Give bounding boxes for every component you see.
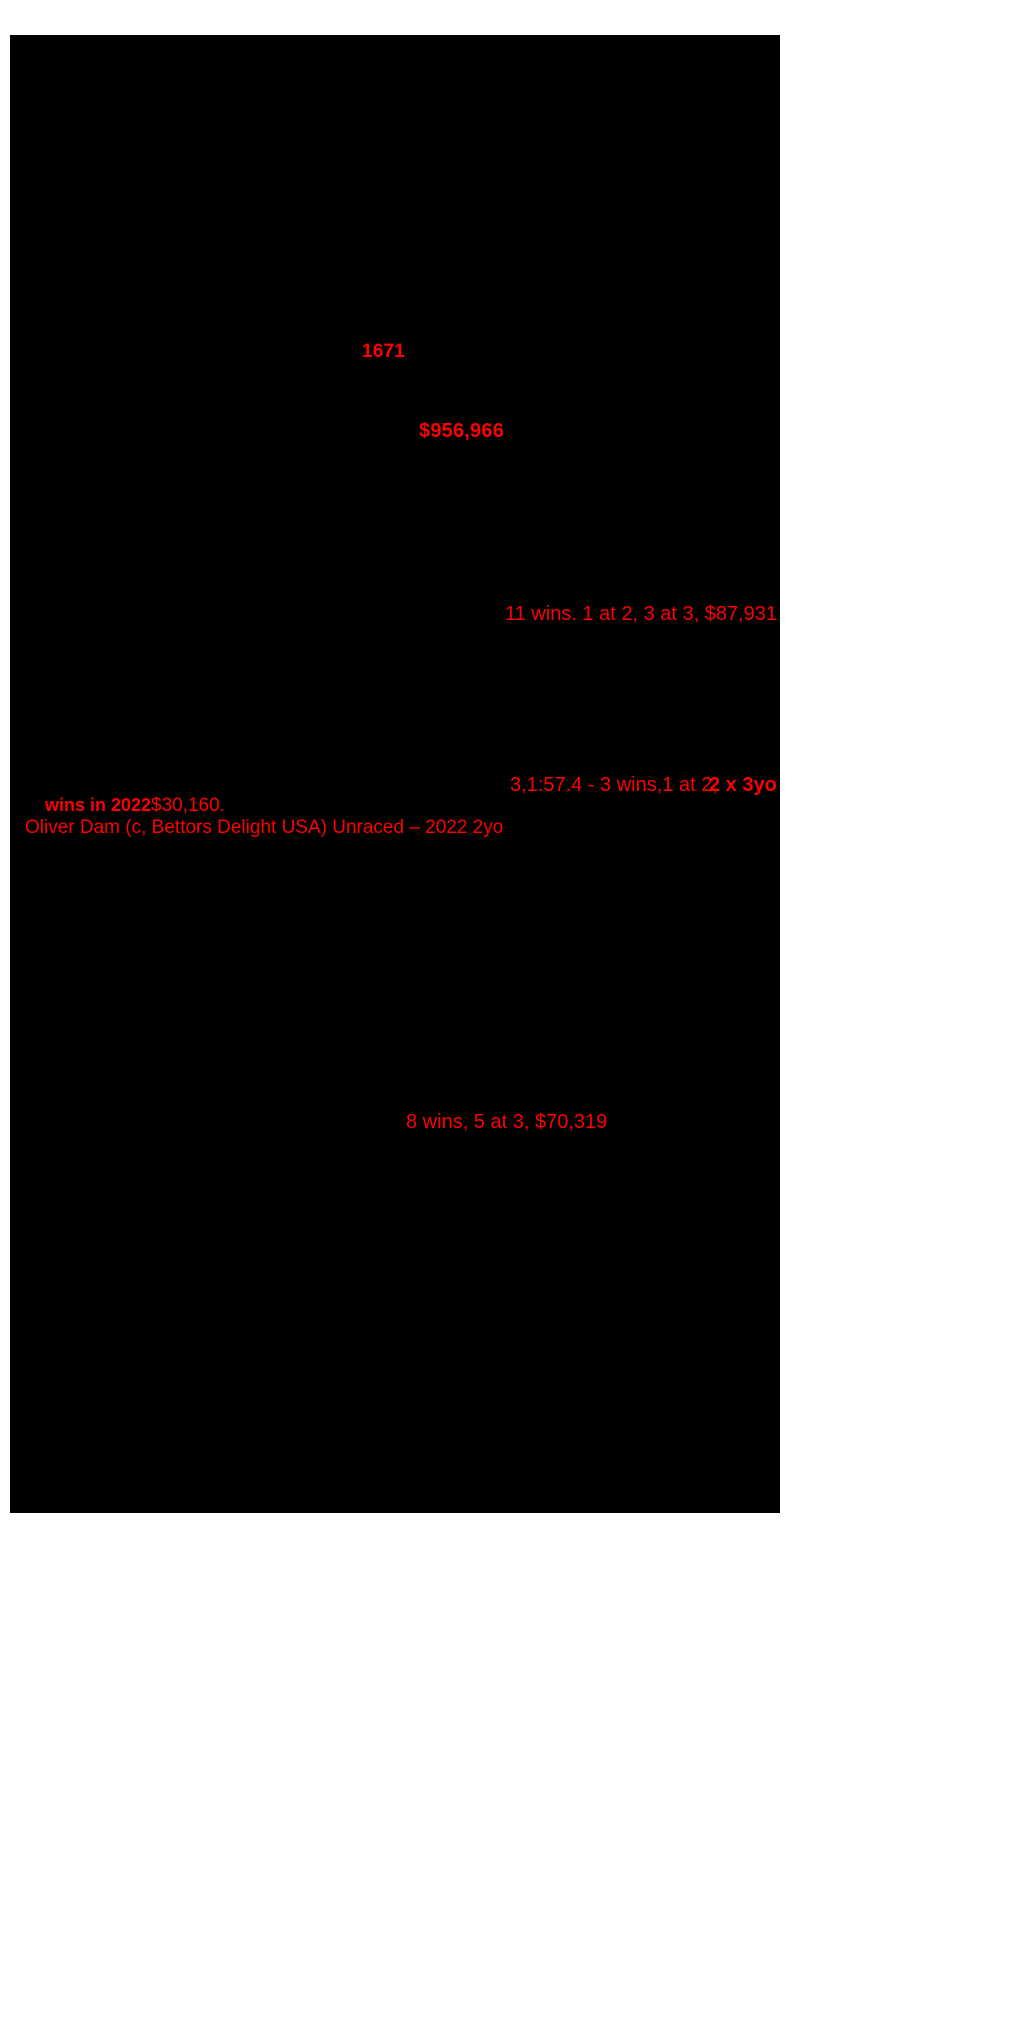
- document-content-area: [10, 35, 780, 1513]
- wins-in-2022-amount: $30,160.: [151, 795, 225, 816]
- race-record-3yo-label: 2 x 3yo: [709, 774, 777, 796]
- race-record-time-line: 3,1:57.4 - 3 wins,1 at 2,: [510, 774, 718, 796]
- wins-in-2022-label: wins in 2022: [45, 795, 152, 815]
- stat-count-1671: 1671: [362, 341, 406, 362]
- race-record-line-11-wins: 11 wins. 1 at 2, 3 at 3, $87,931: [505, 603, 778, 625]
- stat-total-earnings: $956,966: [419, 420, 505, 442]
- race-record-line-8-wins: 8 wins, 5 at 3, $70,319: [406, 1111, 608, 1133]
- progeny-entry-oliver-dam: Oliver Dam (c, Bettors Delight USA) Unraced – 2022 2yo: [25, 817, 504, 838]
